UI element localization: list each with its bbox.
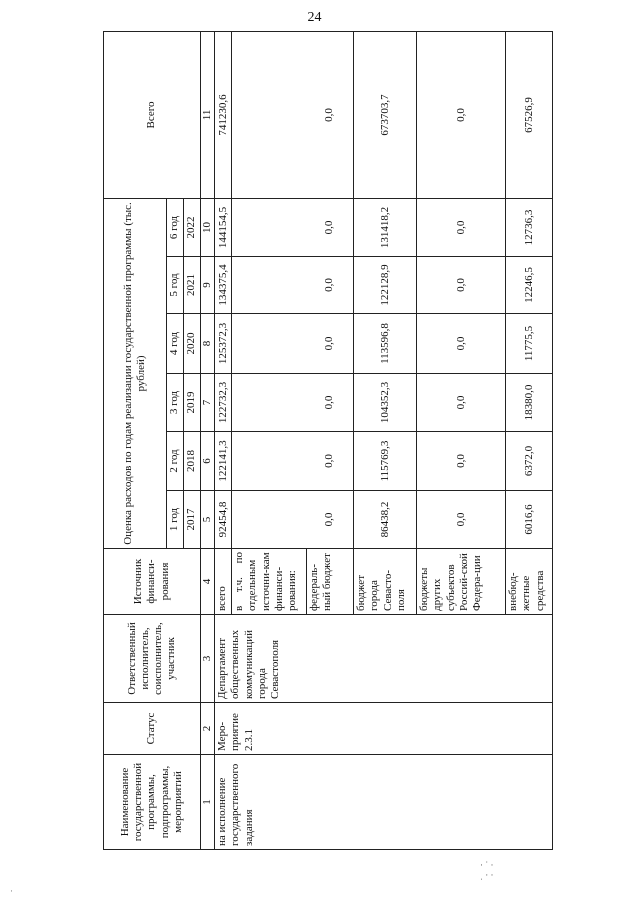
value-cell: 6016,6 [506,491,553,549]
col-number-3: 3 [201,615,215,703]
value-cell: 0,0 [307,314,354,374]
value-cell: 86438,2 [354,491,417,549]
value-cell: 0,0 [307,198,354,256]
value-cell: 92454,8 [215,491,232,549]
year-label-2: 2 год [167,432,184,491]
col-number-4: 4 [201,549,215,615]
year-number-4: 2020 [184,314,201,374]
value-cell [232,374,307,432]
value-cell: 122128,9 [354,257,417,314]
col-number-5: 5 [201,491,215,549]
program-status: Меро-приятие 2.3.1 [215,703,553,755]
year-label-4: 4 год [167,314,184,374]
col-number-7: 7 [201,374,215,432]
value-cell [232,198,307,256]
value-cell: 0,0 [417,257,506,314]
col-number-8: 8 [201,314,215,374]
value-cell: 12246,5 [506,257,553,314]
header-row-1 [104,31,167,849]
value-cell: 11775,5 [506,314,553,374]
value-cell: 12736,3 [506,198,553,256]
value-cell [232,314,307,374]
page-number: 24 [307,10,322,25]
source-cell: всего [215,549,232,615]
col-number-6: 6 [201,432,215,491]
value-cell: 122141,3 [215,432,232,491]
value-cell: 18380,0 [506,374,553,432]
total-cell: 741230,6 [215,31,232,198]
table-rotation-wrapper [103,32,547,850]
col-number-10: 10 [201,198,215,256]
value-cell: 6372,0 [506,432,553,491]
value-cell: 131418,2 [354,198,417,256]
header-total: Всего [104,31,201,198]
year-label-5: 5 год [167,257,184,314]
year-label-3: 3 год [167,374,184,432]
header-name: Наименование государственной программы, подпрограммы, мероприятий [104,755,201,850]
source-cell: внебюд-жетные средства [506,549,553,615]
year-number-3: 2019 [184,374,201,432]
value-cell: 0,0 [417,374,506,432]
col-number-2: 2 [201,703,215,755]
year-number-2: 2018 [184,432,201,491]
value-cell: 144154,5 [215,198,232,256]
header-source: Источник финанси-рования [104,549,201,615]
scan-edge-speck: · [10,886,13,896]
year-label-1: 1 год [167,491,184,549]
source-cell: федераль-ный бюджет [307,549,354,615]
header-executor: Ответственный исполнитель, соисполнитель, участник [104,615,201,703]
value-cell: 0,0 [307,432,354,491]
rotated-table-container [103,32,547,850]
value-cell: 0,0 [417,314,506,374]
value-cell: 115769,3 [354,432,417,491]
value-cell [232,257,307,314]
total-cell: 673703,7 [354,31,417,198]
source-cell: бюджеты других субъектов Россий-ской Федера-ции [417,549,506,615]
value-cell [232,432,307,491]
column-number-row [201,31,215,849]
year-label-6: 6 год [167,198,184,256]
value-cell: 125372,3 [215,314,232,374]
total-cell: 0,0 [307,31,354,198]
value-cell: 0,0 [417,432,506,491]
value-cell: 113596,8 [354,314,417,374]
value-cell: 0,0 [307,257,354,314]
value-cell: 0,0 [307,491,354,549]
value-cell: 0,0 [417,198,506,256]
year-number-1: 2017 [184,491,201,549]
value-cell: 0,0 [307,374,354,432]
year-number-5: 2021 [184,257,201,314]
year-number-6: 2022 [184,198,201,256]
budget-table [103,31,553,850]
value-cell: 134375,4 [215,257,232,314]
total-cell [232,31,307,198]
value-cell: 104352,3 [354,374,417,432]
table-row-total [215,31,232,849]
col-number-11: 11 [201,31,215,198]
scan-specks: · ˙ · ˌ · · [480,860,494,880]
source-cell: бюджет города Севасто-поля [354,549,417,615]
col-number-1: 1 [201,755,215,850]
header-status: Статус [104,703,201,755]
source-cell: в т.ч. по отдельным источни-кам финанси-рования: [232,549,307,615]
total-cell: 67526,9 [506,31,553,198]
header-estimate: Оценка расходов по годам реализации государственной программы (тыс. рублей) [104,198,167,548]
program-name: на исполнение государственного задания [215,755,553,850]
total-cell: 0,0 [417,31,506,198]
program-executor: Департамент общественных коммуникаций города Севастополя [215,615,553,703]
value-cell: 122732,3 [215,374,232,432]
value-cell [232,491,307,549]
col-number-9: 9 [201,257,215,314]
value-cell: 0,0 [417,491,506,549]
